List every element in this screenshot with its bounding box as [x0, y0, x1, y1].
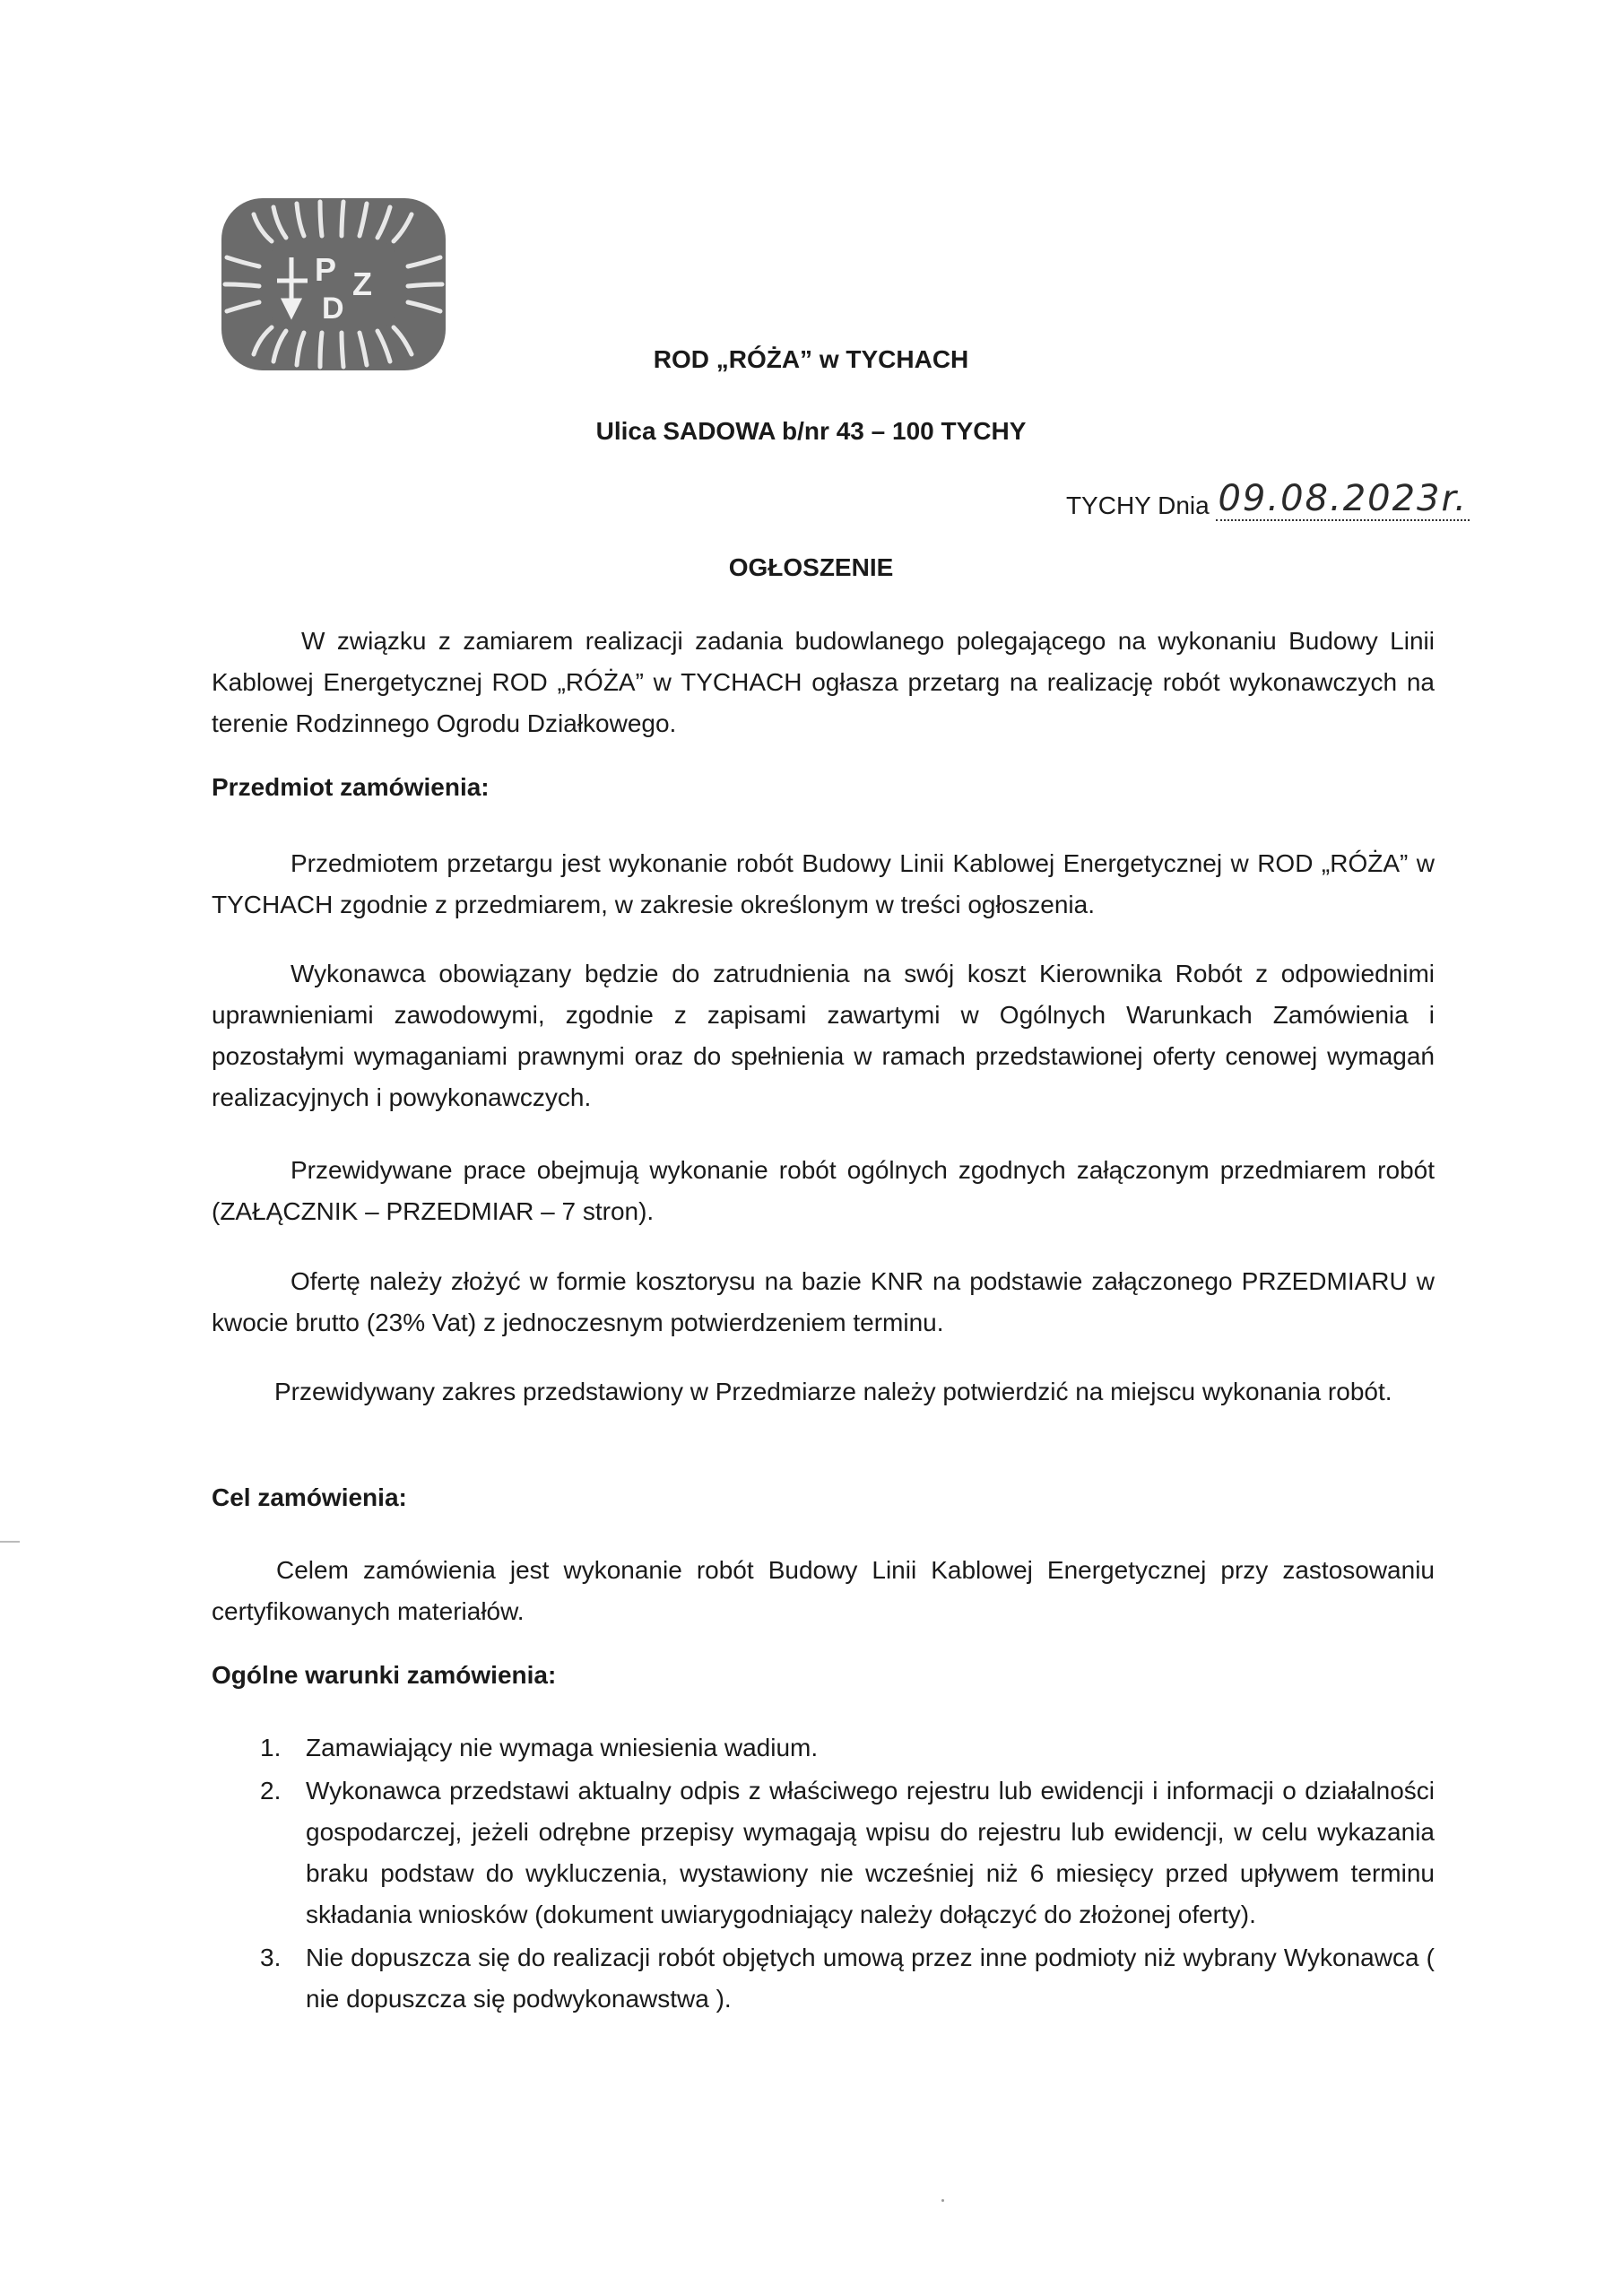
list-item-number: 2. — [260, 1777, 282, 1805]
list-item-text: Wykonawca przedstawi aktualny odpis z właściwego rejestru lub ewidencji i informacji o działalności gospodarczej, jeżeli odrębne przepisy wymagają wpisu do rejestru lub ewidencji, w celu wykazania braku podstaw do wykluczenia, wystawiony nie wcześniej niż 6 miesięcy przed upływem terminu składania wniosków (dokument uwiarygodniający należy dołączyć do złożonej oferty). — [306, 1777, 1435, 1928]
paragraph-przedmiot-2: Wykonawca obowiązany będzie do zatrudnienia na swój koszt Kierownika Robót z odpowiednimi uprawnieniami zawodowymi, zgodnie z zapisami zawartymi w Ogólnych Warunkach Zamówienia i pozostałymi wymaganiami prawnymi oraz do spełnienia w ramach przedstawionej oferty cenowej wymagań realizacyjnych i powykonawczych. — [212, 960, 1435, 1111]
svg-text:P: P — [315, 251, 337, 288]
paragraph-przedmiot-1: Przedmiotem przetargu jest wykonanie robót Budowy Linii Kablowej Energetycznej w ROD „RÓŻA” w TYCHACH zgodnie z przedmiarem, w zakresie określonym w treści ogłoszenia. — [212, 849, 1435, 918]
organization-address: Ulica SADOWA b/nr 43 – 100 TYCHY — [595, 417, 1027, 445]
list-item — [212, 1937, 1435, 2020]
paragraph-cel: Celem zamówienia jest wykonanie robót Budowy Linii Kablowej Energetycznej przy zastosowaniu certyfikowanych materiałów. — [212, 1556, 1435, 1625]
conditions-list — [212, 1727, 1435, 2022]
organization-name: ROD „RÓŻA” w TYCHACH — [653, 345, 969, 373]
svg-text:D: D — [322, 291, 344, 326]
list-item-number: 3. — [260, 1944, 282, 1971]
list-item-text: Nie dopuszcza się do realizacji robót objętych umową przez inne podmioty niż wybrany Wykonawca ( nie dopuszcza się podwykonawstwa ). — [306, 1944, 1435, 2013]
svg-text:Z: Z — [352, 265, 372, 302]
scan-edge-mark — [0, 1541, 20, 1543]
paragraph-przedmiot-4: Ofertę należy złożyć w formie kosztorysu na bazie KNR na podstawie załączonego PRZEDMIARU w kwocie brutto (23% Vat) z jednoczesnym potwierdzeniem terminu. — [212, 1267, 1435, 1336]
document-title: OGŁOSZENIE — [728, 553, 894, 581]
list-item — [212, 1727, 1435, 1769]
list-item-text: Zamawiający nie wymaga wniesienia wadium. — [306, 1734, 819, 1761]
scan-speck — [941, 2199, 944, 2202]
date-line — [1065, 478, 1470, 523]
intro-paragraph: W związku z zamiarem realizacji zadania budowlanego polegającego na wykonaniu Budowy Linii Kablowej Energetycznej ROD „RÓŻA” w TYCHACH ogłasza przetarg na realizację robót wykonawczych na terenie Rodzinnego Ogrodu Działkowego. — [212, 627, 1435, 737]
list-item-number: 1. — [260, 1734, 282, 1761]
section-heading-warunki: Ogólne warunki zamówienia: — [212, 1661, 557, 1689]
handwritten-date: 09.08.2023r. — [1218, 478, 1468, 519]
date-prefix: TYCHY Dnia — [1065, 491, 1210, 519]
section-heading-przedmiot: Przedmiot zamówienia: — [212, 773, 490, 801]
paragraph-przedmiot-3: Przewidywane prace obejmują wykonanie robót ogólnych zgodnych załączonym przedmiarem robót (ZAŁĄCZNIK – PRZEDMIAR – 7 stron). — [212, 1156, 1435, 1225]
paragraph-przedmiot-5: Przewidywany zakres przedstawiony w Przedmiarze należy potwierdzić na miejscu wykonania robót. — [274, 1378, 1392, 1405]
list-item — [212, 1770, 1435, 1935]
section-heading-cel: Cel zamówienia: — [212, 1483, 407, 1511]
